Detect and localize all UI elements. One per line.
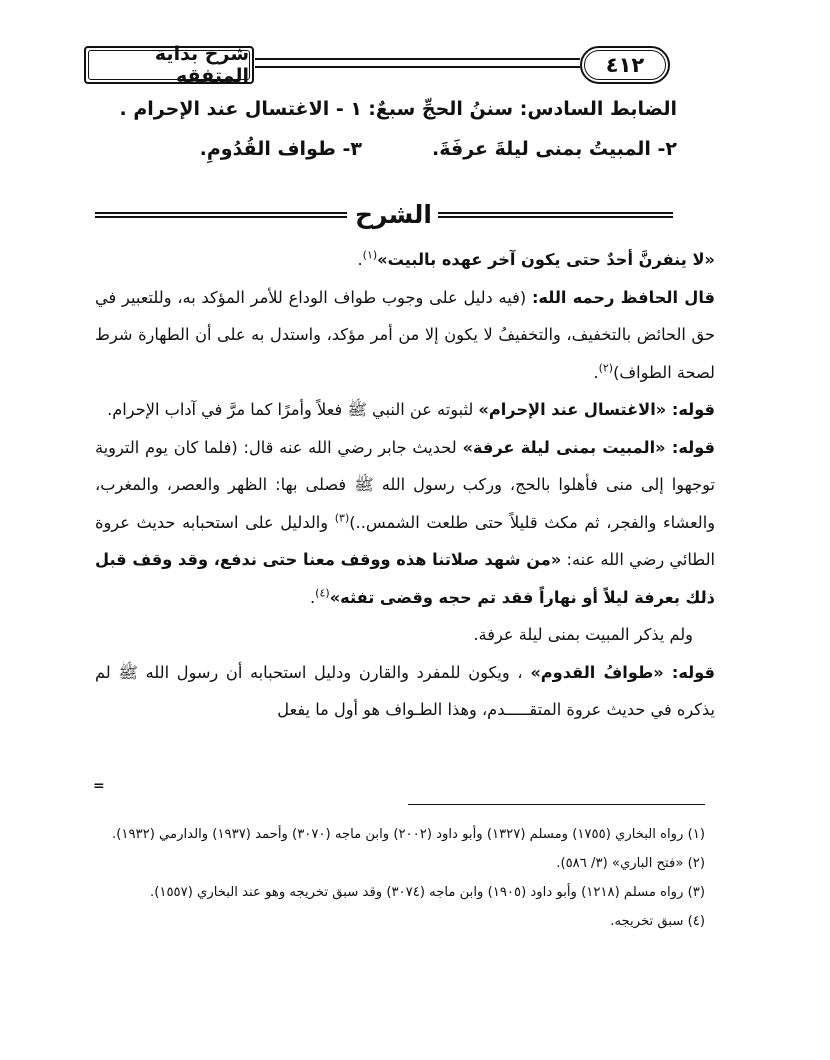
paragraph-not-mentioned: ولم يذكر المبيت بمنى ليلة عرفة. [473, 625, 693, 644]
commentary-body [95, 241, 715, 729]
principle-intro: الضابط السادس: سننُ الحجِّ سبعٌ: [368, 98, 677, 120]
paragraph-mabit: قوله: «المبيت بمنى ليلة عرفة» لحديث جابر رضي الله عنه قال: (فلما كان يوم التروية توجهوا إلى منى فأهلوا بالحج، وركب رسول الله ﷺ فصلى بها: الظهر والعصر، والمغرب، والعشاء والفجر، ثم مكث قليلاً حتى طلعت الشمس..)$^{(٣)}$ والدليل على استحبابه حديث عروة الطائي رضي الله عنه: «من شهد صلاتنا هذه ووقف معنا حتى ندفع، وقد وقف قبل ذلك بعرفة ليلاً أو نهاراً فقد تم حجه وقضى تفثه»$^{(٤)}$. [95, 437, 716, 607]
page-number: ٤١٢ [584, 50, 666, 80]
header-rule-top [255, 58, 580, 60]
footnote-1: (١) رواه البخاري (١٧٥٥) ومسلم (١٣٢٧) وأبو داود (٢٠٠٢) وابن ماجه (٣٠٧٠) وأحمد (١٩٣٧) والدارمي (١٩٣٢). [112, 827, 705, 842]
principle-item-3: ٣- طواف القُدُومِ. [199, 138, 362, 160]
section-title: الشرح [355, 200, 432, 229]
principle-block [95, 98, 677, 178]
section-heading [95, 200, 715, 240]
paragraph-qudum: قوله: «طوافُ القدوم» ، ويكون للمفرد والقارن ودليل استحبابه أن رسول الله ﷺ لم يذكره في حديث عروة المتقـــــدم، وهذا الطـواف هو أول ما يفعل [95, 662, 715, 719]
principle-item-2: ٢- المبيتُ بمنى ليلةَ عرفَةَ. [432, 138, 677, 160]
heading-rule-right [438, 212, 673, 218]
footnote-2: (٢) «فتح الباري» (٣/ ٥٨٦). [556, 856, 705, 871]
page-number-box [580, 46, 670, 84]
principle-row-2 [95, 138, 677, 178]
footnote-3: (٣) رواه مسلم (١٢١٨) وأبو داود (١٩٠٥) وابن ماجه (٣٠٧٤) وقد سبق تخريجه وهو عند البخاري (١٥٥٧). [150, 885, 705, 900]
paragraph-hadith: «لا ينفرنَّ أحدٌ حتى يكون آخر عهده بالبيت»$^{(١)}$. [357, 248, 715, 269]
paragraph-ghusl: قوله: «الاغتسال عند الإحرام» لثبوته عن النبي ﷺ فعلاً وأمرًا كما مرَّ في آداب الإحرام. [107, 400, 715, 419]
principle-item-1: ١ - الاغتسال عند الإحرام . [119, 98, 362, 120]
principle-row-1 [95, 98, 677, 138]
continuation-mark: = [93, 778, 105, 794]
heading-rule-left [95, 212, 347, 218]
book-title-box [84, 43, 254, 87]
paragraph-hafiz: قال الحافظ رحمه الله: (فيه دليل على وجوب طواف الوداع للأمر المؤكد به، وللتعبير في حق الحائض بالتخفيف، والتخفيفُ لا يكون إلا من أمر مؤكد، واستدل به على أن الطهارة شرط لصحة الطواف)$^{(٢)}$. [95, 287, 715, 382]
footnote-4: (٤) سبق تخريجه. [610, 914, 705, 929]
footnote-separator [408, 804, 705, 805]
book-title: شرح بداية المتفقه [88, 50, 250, 80]
header-rule-bottom [255, 66, 580, 68]
footnotes [95, 820, 705, 936]
